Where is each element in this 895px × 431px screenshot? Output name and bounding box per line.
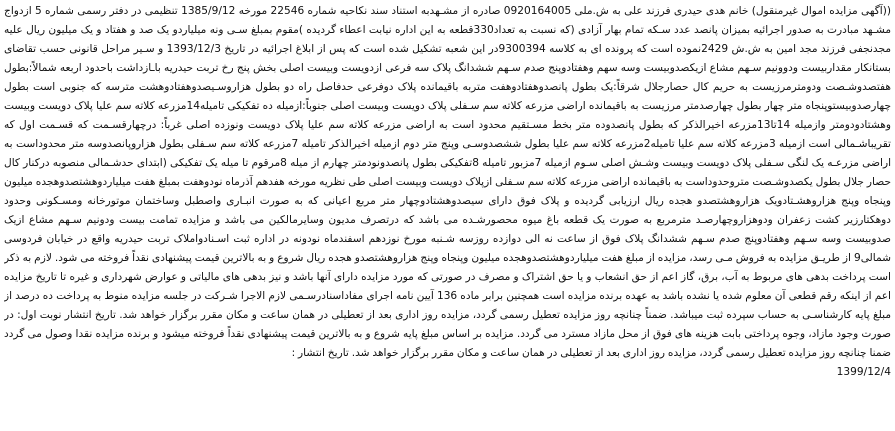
notice-body: ((آگهی مزایده اموال غیرمنقول) خانم هدی حیدری فرزند علی به ش.ملی 0920164005 صادره از مشـهدبه استناد سند نکاحیه شماره 22546 مورخه 1385/9/12 تنظیمی در دفتر رسمی شماره 5 ازدواج مشـهد مبادرت به صدور اجرائیه بمیزان پانصد عدد سـکه تمام بهار آزادی (که نسبت به تعداد330قطعه به این اداره نیابت اعطاء گردیده )مقوم بمبلغ سـی ونه میلیاردو یک صد و هفتاد و یک میلیون ریال علیه مجدنجفی فرزند مجد امین به ش.ش 2429نموده است که پرونده ای به کلاسه 9300394در این شعبه تشکیل شده است که پس از ابلاغ اجرائیه در تاریخ 1393/12/3 و سـیر مراحل قانونی حسب تقاضای بستانکار مقداربیست ودوونیم سـهم مشاع ازیکصدوبیست وسه سهم وهفتادوپنج صدم سـهم ششدانگ پلاک سه فرعی ازدویست وبیست اصلی بخش پنج رخ تربت حیدریه باـازداشت باحدود اربعه شمالاً:بطول هفتصدوشـصت ودومترمرزیست به حریم کال حصارجلال شرقاً:یک بطول پانصدوهفتادوهفت متربه باقیمانده پلاک دوفرعی حدفاصل راه دو بطول هزاروسـیصدوهفتادوهشت مترسه که جنوبی است بطول چهارصدوبیستوپنجاه متر چهار بطول چهارصدمتر مرزیست به باقیمانده اراضی مزرعه کلاته سم سـفلی پلاک دویست وبیست اصلی جنوباً:ازمیله ده تفکیکی تامیله14مزرعه کلاته سم علیا پلاک دویست وبیست وهشتادودومتر وازمیله 14تا13مزرعه اخیرالذکر که بطول پانصدوده متر بخط مسـتقیم محدود است به اراضی مزرعه کلاته سم علیا پلاک دویست ونوزده اصلی غرباً: درچهارقسـمت که قسـمت اول که تقریباشـمالی است ازمیله 3مزرعه کلاته سم علیا تامیله2مزرعه کلاته سم علیا بطول ششصدوسـی وپنج متر دوم ازمیله اخیرالذکر تامیله 7مزرعه کلاته سم سـفلی بطول هزاروپانصدوسه متر محدوداست به اراضی مزرعـه یک لنگی سـفلی پلاک دویست وبیست وشـش اصلی سـوم ازمیله 7مزبور تامیله 8تفکیکی بطول پانصدونودمتر چهارم از میله 8مرقوم تا میله یک تفکیکی (ابتدای حدشـمالی منصوبه درکنار کال حصار جلال بطول یکصدوشـصت متروحدوداست به باقیمانده اراضی مزرعه کلاته سم سـفلی ازپلاک دویست وبیست اصلی طی نظریه مورخه هفدهم آذرماه نودوهفت بمبلغ هفت میلیاردوهشتصدوهجده میلیون وپنجاه وپنج هزاروهشـتادویک هزاروهشتصدو هجده ریال ارزیابی گردیده و پلاک فوق دارای سیصدوهشتادوچهار متر مربع اعیانی که به صورت انبـاری واصطبل وساختمان موتورخانه ومسـکونی وحدود دوهکتارزیر کشت زعفران ودوهزاروچهارصـد مترمربع به صورت یک قطعه باغ میوه محصورشـده می باشد که درتصرف مدیون وسایرمالکین می باشد و مزایده تمامت بیست ودونیم سـهم مشاع ازیک صدوبیست وسه سـهم وهفتادوپنج صدم سـهم ششدانگ پلاک فوق از ساعت نه الی دوازده روزسه شـنبه مورخ نوزدهم اسفندماه نودونه در اداره ثبت اسـنادواملاک تربت حیدریه واقع در خیابان فردوسی شمالی9 از طریـق مزایده به فروش مـی رسد، مزایده از مبلغ هفت میلیاردوهشتصدوهجده میلیون وپنجاه وپنج هزاروهشتصدو هجده ریال شروع و به بالاترین قیمت پیشنهادی نقداً فروخته می شود. لازم به ذکر است پرداخت بدهی های مربوط به آب، برق، گاز اعم از حق انشعاب و یا حق اشتراک و مصرف در صورتی که مورد مزایده دارای آنها باشد و نیز بدهی های مالیاتی و عوارض شهرداری و غیره تا تاریخ مزایده اعم از اینکه رقم قطعی آن معلوم شده یا نشده باشد به عهده برنده مزایده است همچنین برابر ماده 136 آیین نامه اجرای مفاداسنادرسـمی لازم الاجرا شـرکت در جلسه مزایده منوط به پرداخت ده درصد از مبلغ پایه کارشناسـی به حساب سپرده ثبت میباشد. ضمناً چنانچه روز مزایده تعطیل رسمی گردد، مزایده روز اداری بعد از تعطیلی در همان ساعت و مکان مقرر برگزار خواهد شد. تاریخ انتشار نوبت اول: در صورت وجود مازاد، وجوه پرداختی بابت هزینه های فوق از محل مازاد مسترد می گردد. مزایده بر اساس مبلغ پایه شروع و به بالاترین قیمت پیشنهادی نقداً فروخته میشود و برنده مزایده نقدا وصول می گردد ضمنا چنانچه روز مزایده تعطیل رسمی گردد، مزایده روز اداری بعد از تعطیلی در همان ساعت و مکان مقرر برگزار خواهد شد. تاریخ انتشار : — [4, 5, 891, 359]
auction-notice — [4, 2, 891, 429]
publication-date: 1399/12/4 — [836, 366, 891, 378]
